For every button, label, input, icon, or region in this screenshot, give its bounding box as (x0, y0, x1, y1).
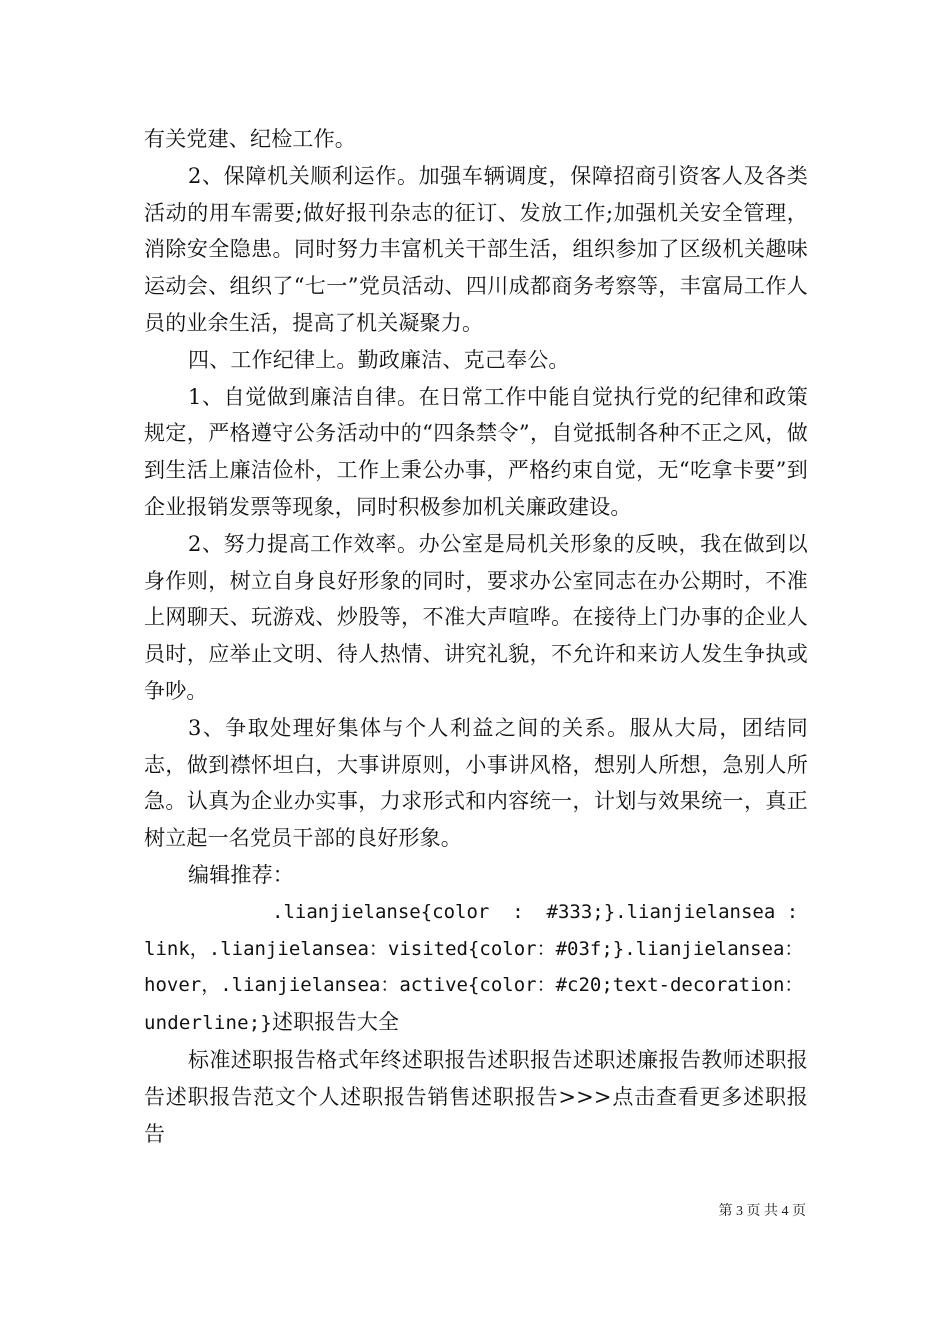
paragraph-item-1-integrity: 1、自觉做到廉洁自律。在日常工作中能自觉执行党的纪律和政策规定，严格遵守公务活动中的“四条禁令”，自觉抵制各种不正之风，做到生活上廉洁俭朴，工作上秉公办事，严格约束自觉，无“吃拿卡要”到企业报销发票等现象，同时积极参加机关廉政建设。 (144, 384, 808, 519)
css-code-last-line (144, 1004, 808, 1042)
page-number: 第 3 页 共 4 页 (718, 1204, 806, 1219)
css-code-line: .lianjielanse{color : #333;}.lianjielansea : (272, 900, 799, 923)
css-code-line: link，.lianjielansea：visited{color：#03f;}.lianjielansea： (144, 937, 804, 960)
section-heading-discipline: 四、工作纪律上。勤政廉洁、克己奉公。 (188, 347, 570, 372)
css-code-line: hover，.lianjielansea：active{color：#c20;text-decoration： (144, 974, 804, 997)
css-code-fragment: underline;} (144, 1012, 273, 1035)
editor-recommendation-label: 编辑推荐： (188, 862, 294, 887)
paragraph-item-2-efficiency: 2、努力提高工作效率。办公室是局机关形象的反映，我在做到以身作则，树立自身良好形象的同时，要求办公室同志在办公期时，不准上网聊天、玩游戏、炒股等，不准大声喧哗。在接待上门办事的企业人员时，应举止文明、待人热情、讲究礼貌，不允许和来访人发生争执或争吵。 (144, 531, 808, 703)
related-reports-links: 标准述职报告格式年终述职报告述职报告述职述廉报告教师述职报告述职报告范文个人述职报告销售述职报告>>>点击查看更多述职报告 (144, 1047, 808, 1146)
document-body (144, 121, 808, 1152)
report-collection-label: 述职报告大全 (272, 1010, 400, 1035)
paragraph-continuation: 有关党建、纪检工作。 (144, 127, 356, 151)
paragraph-item-3-collective: 3、争取处理好集体与个人利益之间的关系。服从大局，团结同志，做到襟怀坦白，大事讲原则，小事讲风格，想别人所想，急别人所急。认真为企业办实事，力求形式和内容统一，计划与效果统一，真正树立起一名党员干部的良好形象。 (144, 715, 808, 851)
paragraph-item-2-operations: 2、保障机关顺利运作。加强车辆调度，保障招商引资客人及各类活动的用车需要;做好报刊杂志的征订、发放工作;加强机关安全管理，消除安全隐患。同时努力丰富机关干部生活，组织参加了区级机关趣味运动会、组织了“七一”党员活动、四川成都商务考察等，丰富局工作人员的业余生活，提高了机关凝聚力。 (144, 163, 808, 335)
